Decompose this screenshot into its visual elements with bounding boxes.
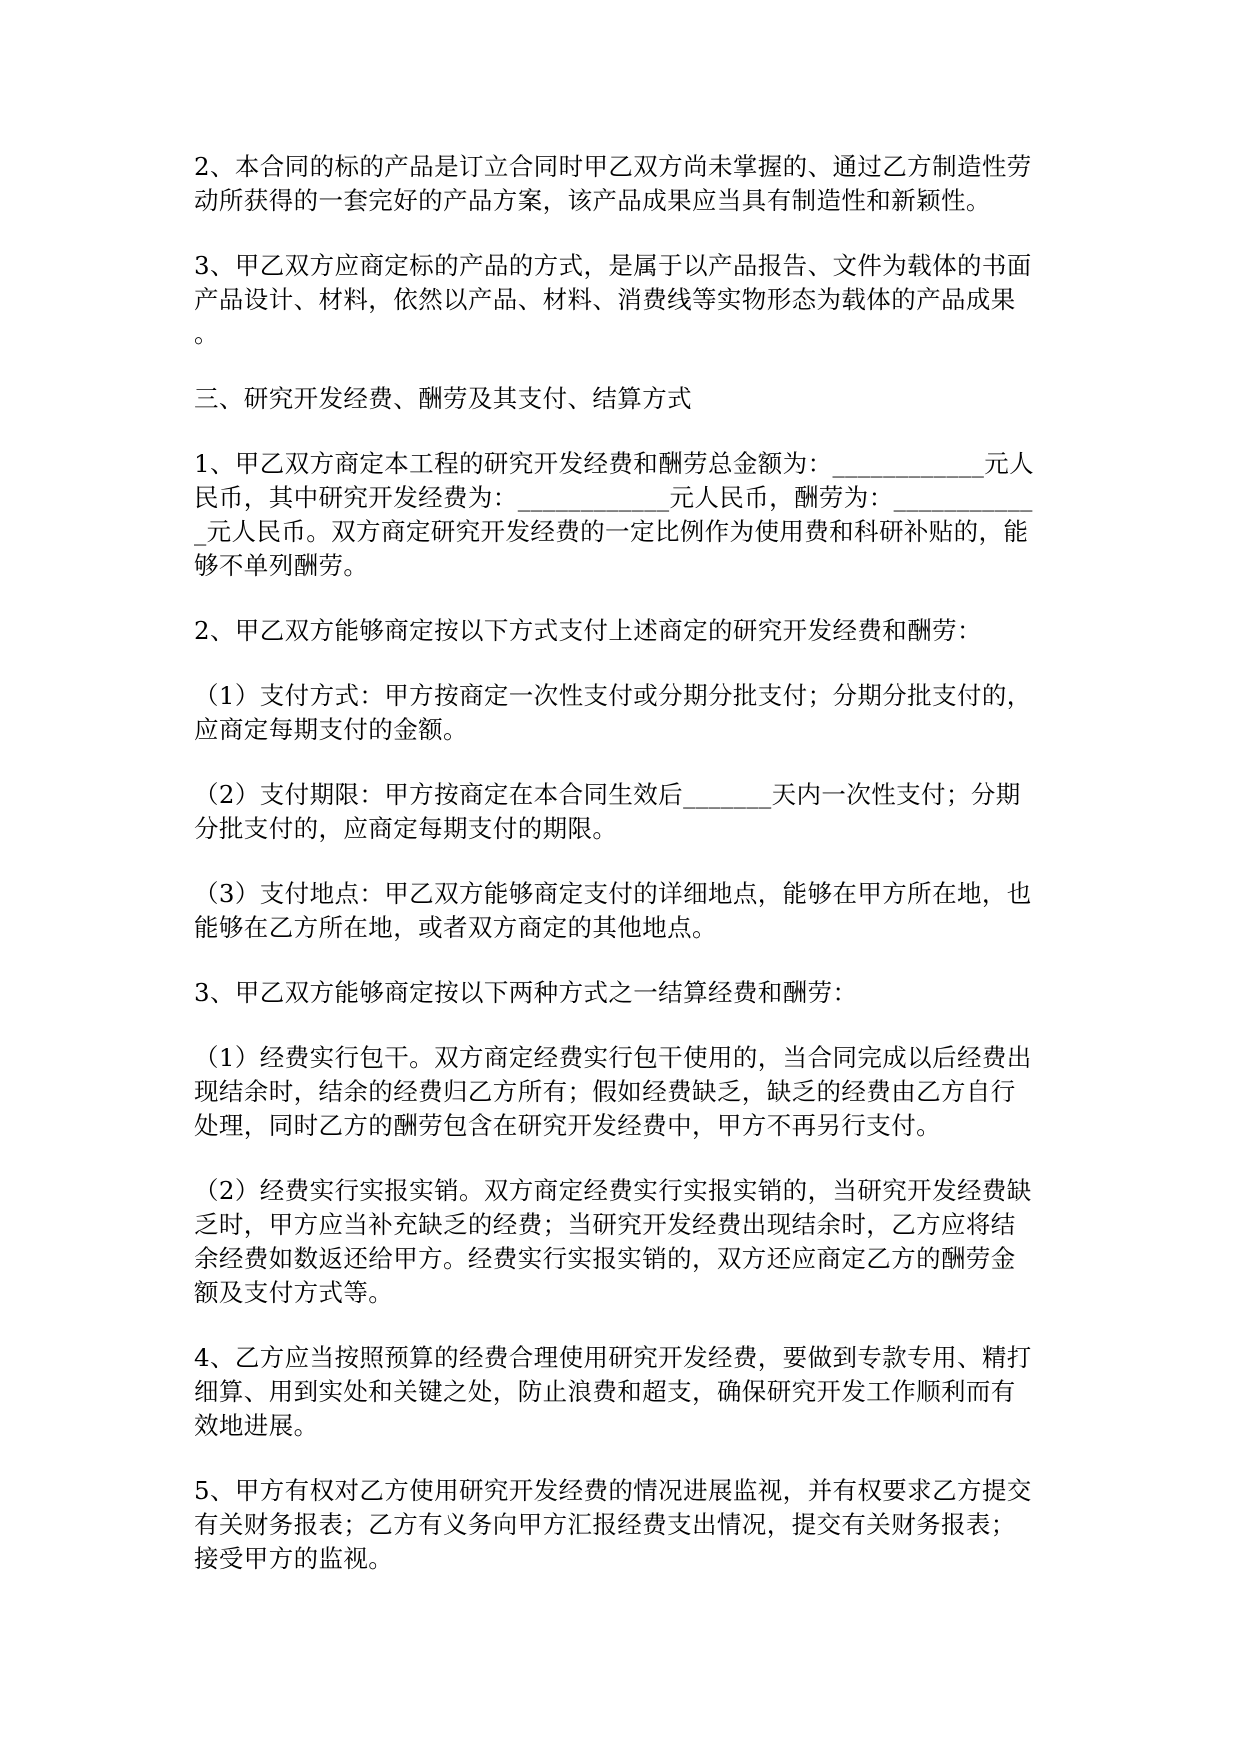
text-line: （1）支付方式：甲方按商定一次性支付或分期分批支付；分期分批支付的， [194, 681, 1032, 710]
text-line: （2）支付期限：甲方按商定在本合同生效后_______天内一次性支付；分期 [194, 780, 1021, 809]
text-line: 细算、用到实处和关键之处，防止浪费和超支，确保研究开发工作顺利而有 [194, 1377, 1016, 1406]
paragraph-settlement-actual-cost [194, 1174, 1044, 1310]
text-line: 够不单列酬劳。 [194, 551, 369, 580]
text-line: 5、甲方有权对乙方使用研究开发经费的情况进展监视，并有权要求乙方提交 [194, 1476, 1032, 1505]
text-line: 分批支付的，应商定每期支付的期限。 [194, 814, 618, 843]
text-line: （1）经费实行包干。双方商定经费实行包干使用的，当合同完成以后经费出 [194, 1043, 1032, 1072]
paragraph-settlement-methods [194, 976, 1044, 1010]
text-line: 余经费如数返还给甲方。经费实行实报实销的，双方还应商定乙方的酬劳金 [194, 1244, 1016, 1273]
text-line: 2、本合同的标的产品是订立合同时甲乙双方尚未掌握的、通过乙方制造性劳 [194, 152, 1032, 181]
text-line: 额及支付方式等。 [194, 1278, 394, 1307]
text-line: 现结余时，结余的经费归乙方所有；假如经费缺乏，缺乏的经费由乙方自行 [194, 1077, 1016, 1106]
paragraph-funding-amount [194, 447, 1044, 583]
text-line: 应商定每期支付的金额。 [194, 715, 468, 744]
text-line: （3）支付地点：甲乙双方能够商定支付的详细地点，能够在甲方所在地，也 [194, 879, 1032, 908]
text-line: 产品设计、材料，依然以产品、材料、消费线等实物形态为载体的产品成果 [194, 285, 1016, 314]
text-line: 。 [194, 319, 219, 348]
section-heading-funding [194, 382, 1044, 416]
document-page [194, 150, 1044, 1607]
text-line: （2）经费实行实报实销。双方商定经费实行实报实销的，当研究开发经费缺 [194, 1176, 1032, 1205]
paragraph-payment-place-3 [194, 877, 1044, 945]
text-line: 4、乙方应当按照预算的经费合理使用研究开发经费，要做到专款专用、精打 [194, 1343, 1032, 1372]
paragraph-clause-5-supervision [194, 1474, 1044, 1576]
paragraph-clause-4-budget-use [194, 1341, 1044, 1443]
text-line: 民币，其中研究开发经费为：____________元人民币，酬劳为：___________ [194, 483, 1033, 512]
paragraph-clause-2-subject [194, 150, 1044, 218]
paragraph-payment-method-1 [194, 679, 1044, 747]
text-line: 有关财务报表；乙方有义务向甲方汇报经费支出情况，提交有关财务报表； [194, 1510, 1016, 1539]
paragraph-payment-term-2 [194, 778, 1044, 846]
text-line: 动所获得的一套完好的产品方案，该产品成果应当具有制造性和新颖性。 [194, 186, 991, 215]
text-line: 接受甲方的监视。 [194, 1544, 394, 1573]
paragraph-clause-3-form [194, 249, 1044, 351]
paragraph-payment-methods [194, 614, 1044, 648]
text-line: 3、甲乙双方能够商定按以下两种方式之一结算经费和酬劳： [194, 978, 858, 1007]
text-line: 能够在乙方所在地，或者双方商定的其他地点。 [194, 913, 717, 942]
paragraph-settlement-lump-sum [194, 1041, 1044, 1143]
text-line: 3、甲乙双方应商定标的产品的方式，是属于以产品报告、文件为载体的书面 [194, 251, 1032, 280]
text-line: 2、甲乙双方能够商定按以下方式支付上述商定的研究开发经费和酬劳： [194, 616, 982, 645]
text-line: 1、甲乙双方商定本工程的研究开发经费和酬劳总金额为：____________元人 [194, 449, 1035, 478]
text-line: 处理，同时乙方的酬劳包含在研究开发经费中，甲方不再另行支付。 [194, 1111, 941, 1140]
text-line: 效地进展。 [194, 1411, 319, 1440]
text-line: _元人民币。双方商定研究开发经费的一定比例作为使用费和科研补贴的，能 [194, 517, 1029, 546]
text-line: 乏时，甲方应当补充缺乏的经费；当研究开发经费出现结余时，乙方应将结 [194, 1210, 1016, 1239]
text-line: 三、研究开发经费、酬劳及其支付、结算方式 [194, 384, 692, 413]
